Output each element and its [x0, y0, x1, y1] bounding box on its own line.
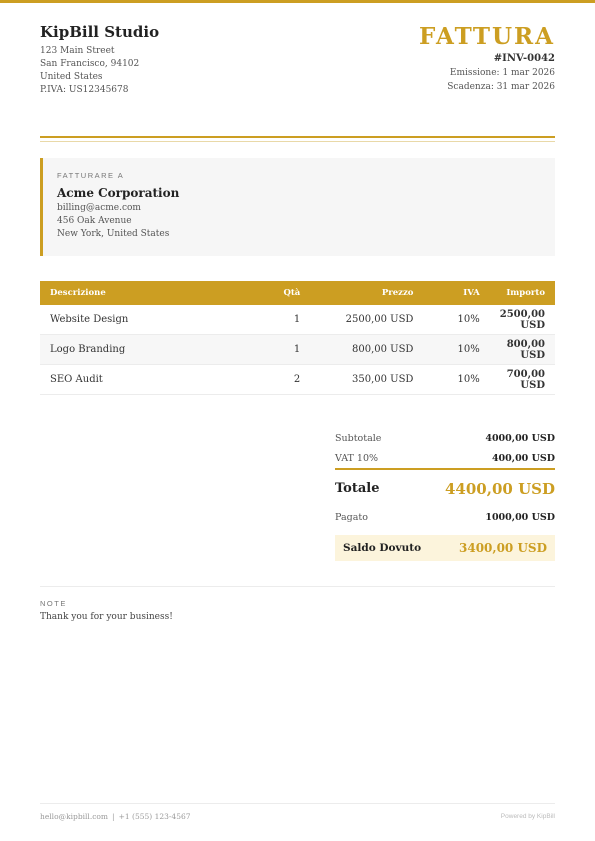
footer-phone: +1 (555) 123-4567: [118, 812, 191, 821]
due-date: Scadenza: 31 mar 2026: [447, 82, 555, 92]
total-value: 4400,00 USD: [445, 479, 555, 498]
item-amount: 800,00 USD: [490, 335, 555, 365]
client-email: billing@acme.com: [57, 203, 141, 213]
paid-label: Pagato: [335, 512, 368, 523]
subtotal-value: 4000,00 USD: [485, 432, 555, 444]
item-description: Website Design: [40, 305, 236, 335]
item-vat: 10%: [423, 365, 489, 395]
invoice-header: [419, 24, 555, 94]
item-vat: 10%: [423, 305, 489, 335]
company-country: United States: [40, 72, 103, 82]
invoice-title: FATTURA: [419, 23, 555, 50]
col-description: Descrizione: [40, 281, 236, 305]
item-qty: 1: [236, 335, 310, 365]
notes-text: Thank you for your business!: [40, 612, 173, 622]
col-vat: IVA: [423, 281, 489, 305]
header-divider: [40, 136, 555, 138]
notes-label: NOTE: [40, 599, 67, 608]
item-qty: 1: [236, 305, 310, 335]
footer: [40, 812, 555, 821]
subtotal-label: Subtotale: [335, 432, 382, 444]
paid-value: 1000,00 USD: [485, 512, 555, 523]
table-row: [40, 305, 555, 335]
line-items-table: [40, 281, 555, 395]
client-street: 456 Oak Avenue: [57, 216, 132, 226]
col-qty: Qtà: [236, 281, 310, 305]
bill-to-label: FATTURARE A: [57, 171, 125, 180]
item-amount: 2500,00 USD: [490, 305, 555, 335]
total-row: [335, 470, 555, 507]
client-name: Acme Corporation: [57, 186, 180, 200]
balance-due-value: 3400,00 USD: [459, 541, 547, 555]
company-name: KipBill Studio: [40, 23, 160, 41]
bill-to-box: [40, 158, 555, 256]
footer-email[interactable]: hello@kipbill.com: [40, 812, 109, 821]
item-description: SEO Audit: [40, 365, 236, 395]
vat-value: 400,00 USD: [491, 452, 555, 464]
total-label: Totale: [335, 481, 380, 496]
client-city: New York, United States: [57, 229, 170, 239]
paid-row: [335, 507, 555, 528]
item-vat: 10%: [423, 335, 489, 365]
footer-divider: [40, 803, 555, 804]
item-price: 2500,00 USD: [310, 305, 423, 335]
item-price: 800,00 USD: [310, 335, 423, 365]
col-price: Prezzo: [310, 281, 423, 305]
notes-divider: [40, 586, 555, 587]
header-divider-thin: [40, 141, 555, 142]
item-price: 350,00 USD: [310, 365, 423, 395]
item-amount: 700,00 USD: [490, 365, 555, 395]
powered-by: Powered by KipBill: [500, 813, 555, 820]
company-city: San Francisco, 94102: [40, 59, 140, 69]
item-qty: 2: [236, 365, 310, 395]
subtotal-row: [335, 428, 555, 448]
table-header-row: [40, 281, 555, 305]
company-vat-id: P.IVA: US12345678: [40, 85, 129, 95]
invoice-number: #INV-0042: [493, 53, 555, 64]
item-description: Logo Branding: [40, 335, 236, 365]
top-accent-bar: [0, 0, 595, 3]
vat-label: VAT 10%: [335, 452, 379, 464]
company-street: 123 Main Street: [40, 46, 115, 56]
balance-due-label: Saldo Dovuto: [343, 542, 422, 554]
vat-row: [335, 448, 555, 470]
totals-block: [335, 428, 555, 561]
table-row: [40, 365, 555, 395]
balance-due-row: [335, 535, 555, 561]
footer-separator: |: [112, 812, 115, 821]
issue-date: Emissione: 1 mar 2026: [449, 68, 555, 78]
notes-block: [40, 599, 173, 622]
col-amount: Importo: [490, 281, 555, 305]
company-block: [40, 23, 159, 97]
table-row: [40, 335, 555, 365]
